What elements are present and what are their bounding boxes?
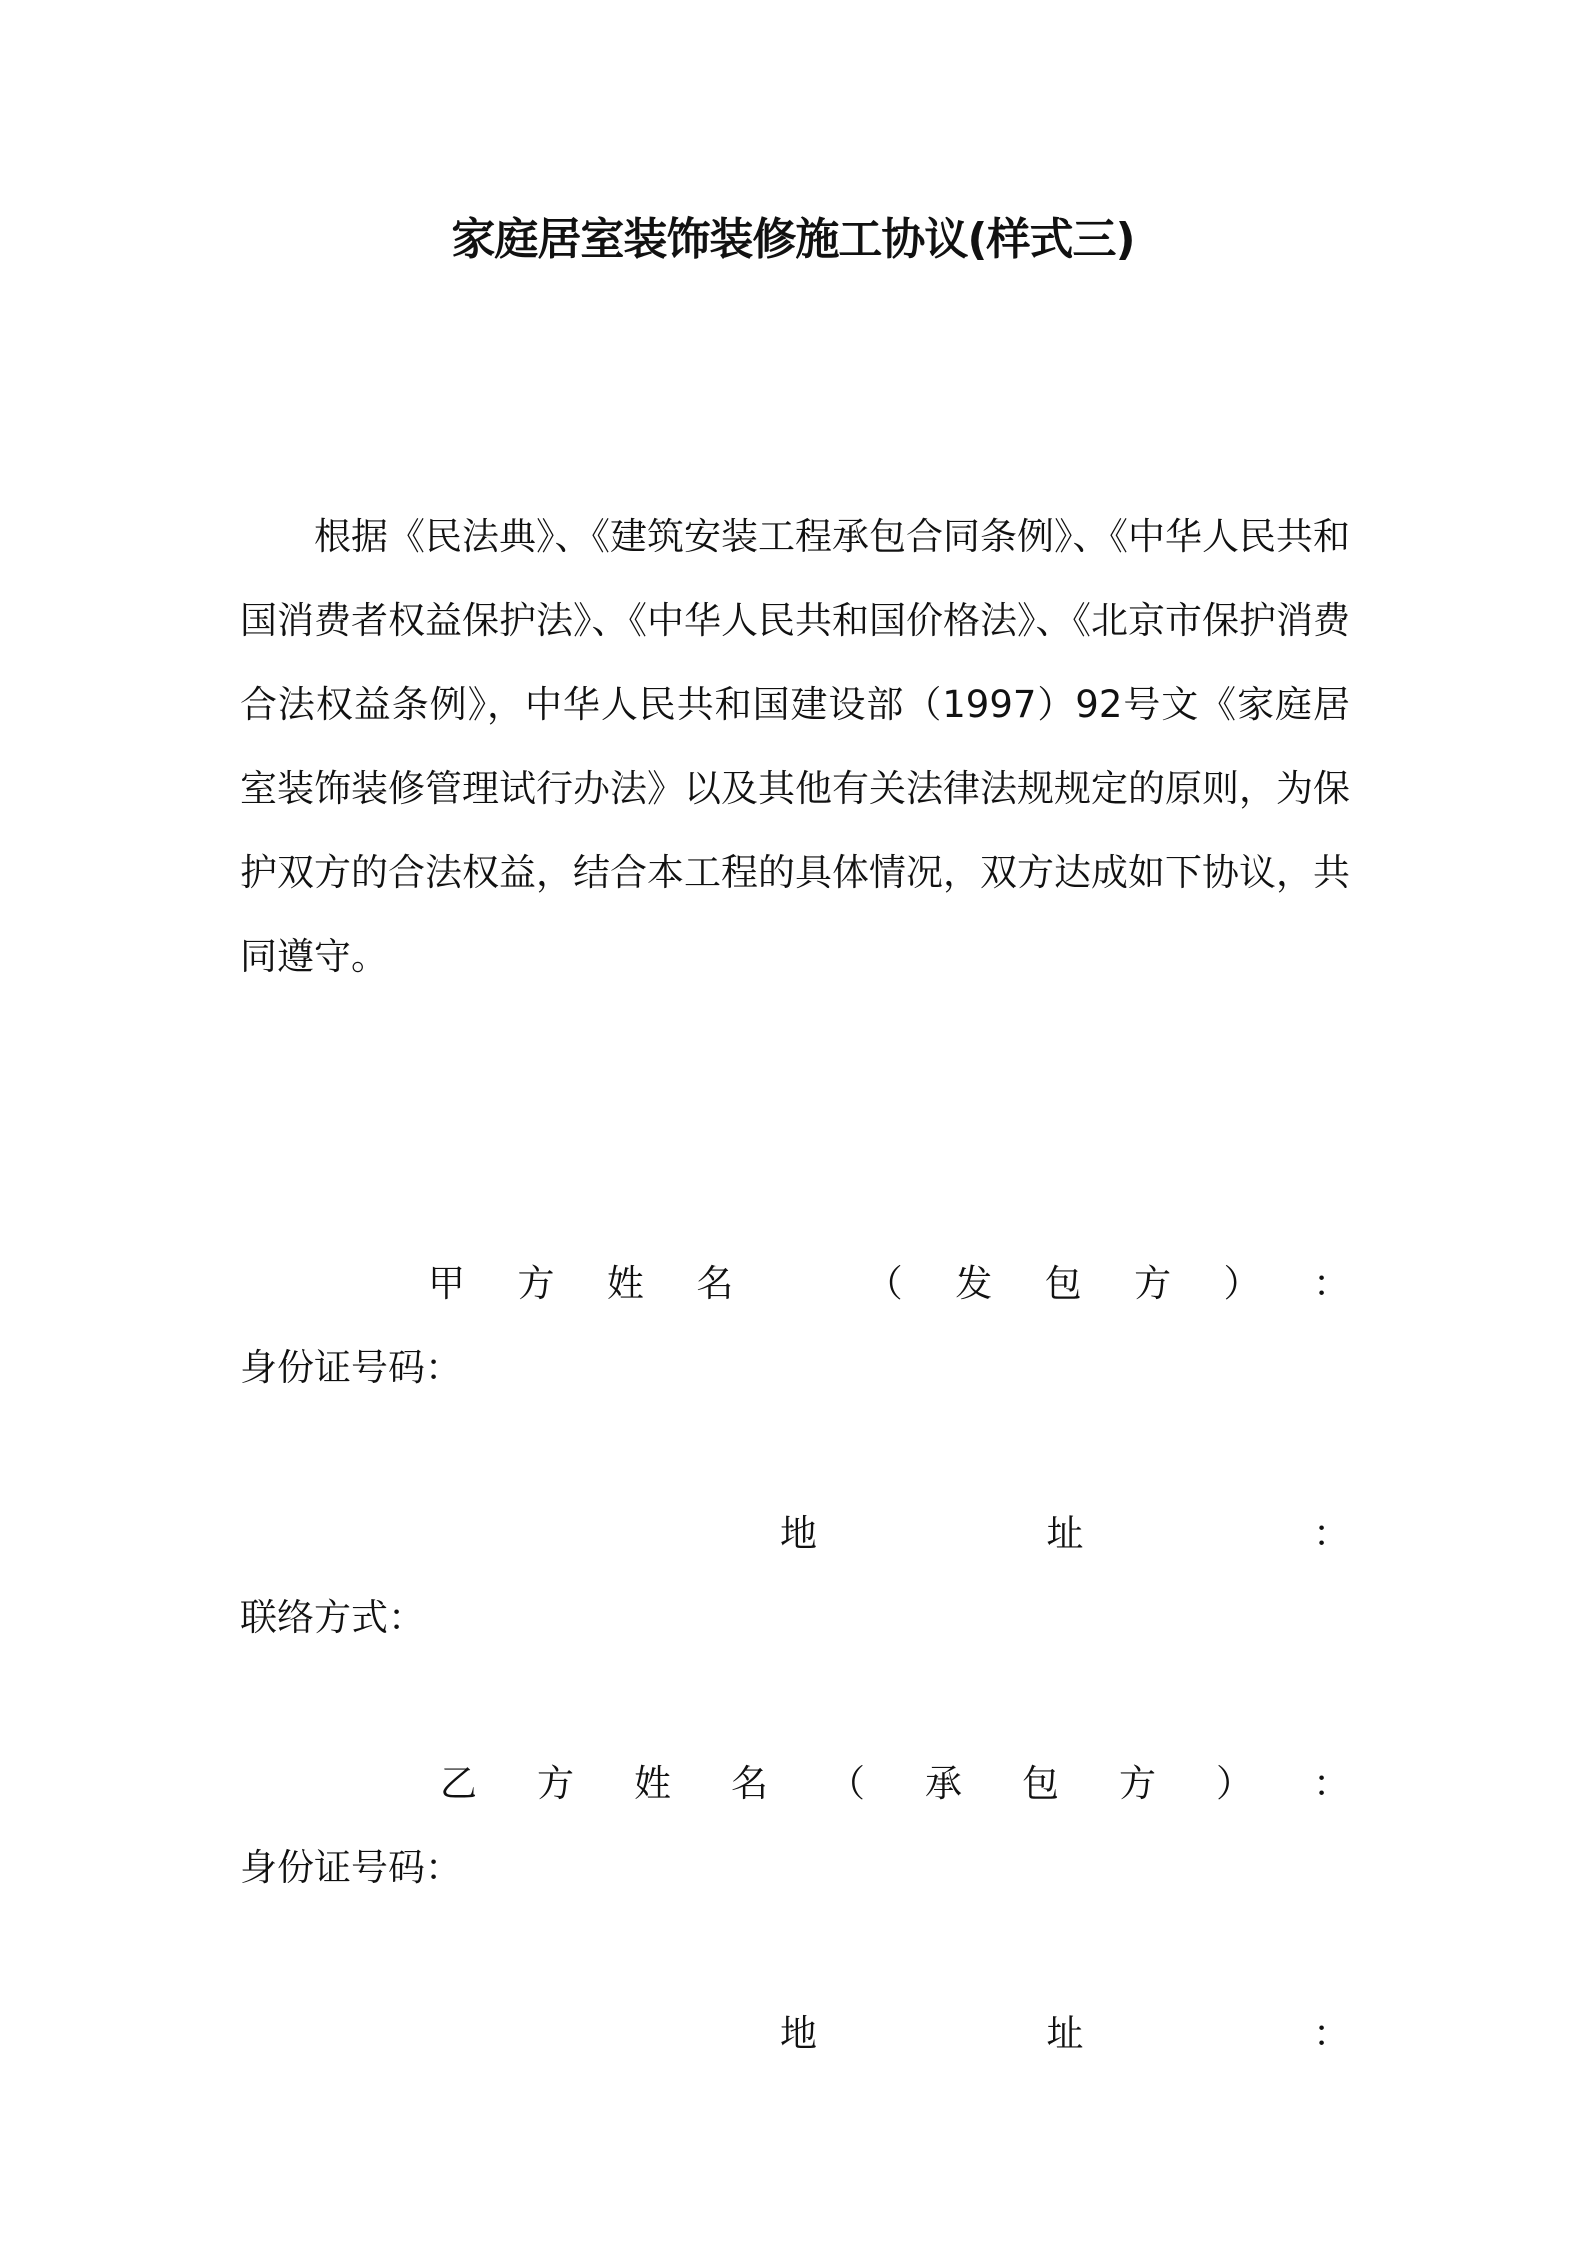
party-b-name-label: [440, 1754, 1350, 1814]
label-char: ）: [1223, 1262, 1261, 1305]
party-a-contact-label: 联络方式：: [240, 1596, 425, 1639]
intro-paragraph: 根据《民法典》、《建筑安装工程承包合同条例》、《中华人民共和国消费者权益保护法》、《中华人民共和国价格法》、《北京市保护消费合法权益条例》，中华人民共和国建设部（1997）92号文《家庭居室装饰装修管理试行办法》以及其他有关法律法规规定的原则，为保护双方的合法权益，结合本工程的具体情况，双方达成如下协议，共同遵守。: [240, 515, 1350, 978]
label-char: 包: [1044, 1262, 1082, 1305]
label-char: 甲: [428, 1262, 465, 1305]
label-char: ）: [1216, 1762, 1253, 1805]
label-char: 名: [696, 1262, 734, 1305]
label-char: 址: [1046, 1512, 1084, 1555]
label-char: 发: [955, 1262, 993, 1305]
document-title: 家庭居室装饰装修施工协议(样式三): [451, 214, 1135, 265]
party-b-address-label: [780, 2004, 1350, 2064]
label-char: （: [828, 1762, 865, 1805]
party-a-id-label: 身份证号码：: [240, 1346, 462, 1389]
label-char: 方: [1119, 1762, 1156, 1805]
label-char: 包: [1022, 1762, 1059, 1805]
label-char: 方: [517, 1262, 555, 1305]
label-char: （: [865, 1262, 903, 1305]
label-char: 乙: [440, 1762, 477, 1805]
label-char: 名: [731, 1762, 768, 1805]
label-char: 方: [537, 1762, 574, 1805]
label-char: ：: [1312, 1262, 1350, 1305]
label-char: 地: [780, 2012, 817, 2055]
label-char: 姓: [634, 1762, 671, 1805]
party-b-id-label: 身份证号码：: [240, 1846, 462, 1889]
party-a-address-label: [780, 1504, 1350, 1564]
label-char: ：: [1313, 2012, 1350, 2055]
label-char: 方: [1134, 1262, 1172, 1305]
label-char: 址: [1046, 2012, 1084, 2055]
label-char: ：: [1313, 1762, 1350, 1805]
label-char: 地: [780, 1512, 817, 1555]
party-a-name-label: [428, 1254, 1350, 1314]
label-char: ：: [1313, 1512, 1350, 1555]
label-char: 承: [925, 1762, 962, 1805]
label-char: 姓: [606, 1262, 644, 1305]
